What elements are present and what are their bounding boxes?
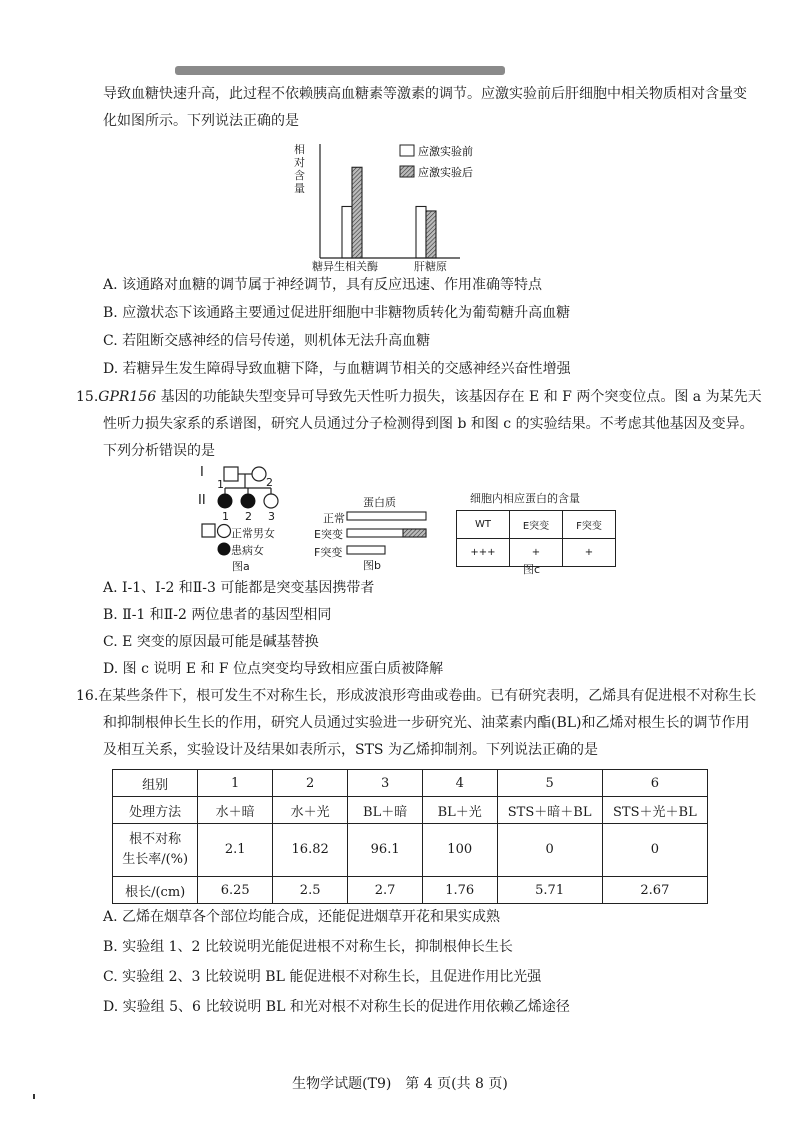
question-14-text-line-2: 化如图所示。下列说法正确的是: [103, 113, 299, 129]
q15-option-a: A. Ⅰ-1、Ⅰ-2 和Ⅱ-3 可能都是突变基因携带者: [103, 580, 375, 596]
table-cell: 2.5: [272, 877, 347, 904]
figure-b-title: 蛋白质: [363, 496, 396, 509]
normal-protein-bar: [347, 512, 426, 520]
legend-normal-male-symbol: [202, 524, 215, 537]
figure-c-caption: 图c: [523, 563, 541, 576]
generation-ii-label: II: [198, 493, 206, 508]
question-16-number: 16.: [76, 688, 99, 704]
table-cell: BL＋暗: [348, 797, 423, 824]
pedigree-i2-female: [252, 467, 266, 481]
table-cell: 6: [602, 770, 707, 797]
table-cell: 处理方法: [113, 797, 198, 824]
legend-affected-female-symbol: [218, 543, 231, 556]
legend-normal-label: 正常男女: [231, 527, 275, 540]
chart-category-2: 肝糖原: [414, 260, 447, 273]
bar-after-1: [352, 167, 362, 258]
experiment-table: [112, 769, 708, 904]
figure-c-value-f: +: [563, 539, 616, 567]
question-16-stem-line-2: 和抑制根伸长生长的作用，研究人员通过实验进一步研究光、油菜素内酯(BL)和乙烯对根生长的调节作用: [103, 715, 750, 731]
figure-c-title: 细胞内相应蛋白的含量: [470, 492, 580, 505]
legend-after-label: 应激实验后: [418, 166, 473, 179]
question-15-stem-line-1: [76, 387, 762, 407]
table-cell: 5: [497, 770, 602, 797]
q14-option-c: C. 若阻断交感神经的信号传递，则机体无法升高血糖: [103, 333, 431, 349]
bar-after-2: [426, 211, 436, 258]
q14-option-b: B. 应激状态下该通路主要通过促进肝细胞中非糖物质转化为葡萄糖升高血糖: [103, 305, 571, 321]
q14-option-d: D. 若糖异生发生障碍导致血糖下降，与血糖调节相关的交感神经兴奋性增强: [103, 361, 571, 377]
pedigree-i1-number: 1: [217, 478, 224, 491]
figure-c-header-wt: WT: [457, 511, 510, 539]
q16-option-b: B. 实验组 1、2 比较说明光能促进根不对称生长，抑制根伸长生长: [103, 939, 513, 955]
q14-bar-chart: [290, 136, 510, 276]
table-row-length: [113, 877, 708, 904]
table-row-group: [113, 770, 708, 797]
rate-label-line-2: 生长率/(%): [122, 852, 189, 867]
bar-before-1: [342, 206, 352, 258]
table-cell: 1.76: [422, 877, 497, 904]
question-16-stem-line-1: [76, 686, 756, 706]
table-cell: 0: [602, 824, 707, 877]
pedigree-i2-number: 2: [266, 476, 273, 489]
generation-i-label: I: [200, 465, 204, 480]
table-cell: BL＋光: [422, 797, 497, 824]
figure-b-protein-bars: [346, 510, 430, 560]
question-16-stem-text: 在某些条件下，根可发生不对称生长，形成波浪形弯曲或卷曲。已有研究表明，乙烯具有促进根不对称生长: [98, 688, 757, 704]
figure-c-value-wt: +++: [457, 539, 510, 567]
question-15-stem-line-3: 下列分析错误的是: [103, 443, 215, 459]
figure-c-table: [456, 510, 616, 567]
pedigree-ii2-affected-female: [241, 494, 255, 508]
figure-c-value-e: +: [510, 539, 563, 567]
gene-name: GPR156: [98, 389, 157, 405]
e-mutant-altered-segment: [403, 529, 426, 537]
table-cell: 1: [198, 770, 273, 797]
question-16-stem-line-3: 及相互关系，实验设计及结果如表所示，STS 为乙烯抑制剂。下列说法正确的是: [103, 742, 598, 758]
q16-option-a: A. 乙烯在烟草各个部位均能合成，还能促进烟草开花和果实成熟: [103, 909, 501, 925]
table-cell: 5.71: [497, 877, 602, 904]
f-mutant-truncated-bar: [347, 546, 385, 554]
legend-affected-label: 患病女: [231, 544, 264, 557]
figure-b-row-f-label: F突变: [314, 546, 343, 559]
pedigree-ii2-number: 2: [245, 510, 252, 523]
table-cell: STS＋暗＋BL: [497, 797, 602, 824]
table-cell: 2.7: [348, 877, 423, 904]
table-cell: 水＋光: [272, 797, 347, 824]
table-cell: 96.1: [348, 824, 423, 877]
table-row-method: [113, 797, 708, 824]
figure-b-caption: 图b: [363, 559, 381, 572]
table-cell: [113, 824, 198, 877]
question-15-stem-line-2: 性听力损失家系的系谱图，研究人员通过分子检测得到图 b 和图 c 的实验结果。不考虑其他基因及变异。: [103, 416, 754, 432]
table-cell: STS＋光＋BL: [602, 797, 707, 824]
table-cell: 2.1: [198, 824, 273, 877]
pedigree-ii3-female: [264, 494, 278, 508]
q15-option-c: C. E 突变的原因最可能是碱基替换: [103, 634, 319, 650]
table-cell: 100: [422, 824, 497, 877]
q16-option-c: C. 实验组 2、3 比较说明 BL 能促进根不对称生长，且促进作用比光强: [103, 969, 542, 985]
q15-option-b: B. Ⅱ-1 和Ⅱ-2 两位患者的基因型相同: [103, 607, 332, 623]
table-cell: 3: [348, 770, 423, 797]
table-cell: 根长/(cm): [113, 877, 198, 904]
cut-off-text-line: [175, 66, 505, 75]
scan-speck: [33, 1094, 35, 1099]
chart-y-label: 相对含量: [294, 143, 305, 195]
pedigree-i1-male: [224, 467, 238, 481]
legend-normal-female-symbol: [218, 525, 231, 538]
q14-option-a: A. 该通路对血糖的调节属于神经调节，具有反应迅速、作用准确等特点: [103, 277, 543, 293]
pedigree-ii1-number: 1: [222, 510, 229, 523]
bar-before-2: [416, 206, 426, 258]
page-footer: 生物学试题(T9) 第 4 页(共 8 页): [292, 1076, 508, 1092]
figure-a-caption: 图a: [232, 560, 250, 573]
question-15-stem-rest: 基因的功能缺失型变异可导致先天性听力损失，该基因存在 E 和 F 两个突变位点。图 a 为某先天: [160, 389, 762, 405]
figure-c-header-e: E突变: [510, 511, 563, 539]
figure-b-row-e-label: E突变: [314, 528, 343, 541]
table-cell: 水＋暗: [198, 797, 273, 824]
legend-before-swatch: [400, 145, 414, 156]
figure-b-row-normal-label: 正常: [323, 512, 345, 525]
question-15-number: 15.: [76, 389, 99, 405]
question-14-text-line-1: 导致血糖快速升高，此过程不依赖胰高血糖素等激素的调节。应激实验前后肝细胞中相关物质相对含量变: [103, 86, 747, 102]
legend-before-label: 应激实验前: [418, 145, 473, 158]
figure-c-header-f: F突变: [563, 511, 616, 539]
chart-category-1: 糖异生相关酶: [312, 260, 378, 273]
q15-option-d: D. 图 c 说明 E 和 F 位点突变均导致相应蛋白质被降解: [103, 661, 444, 677]
rate-label-line-1: 根不对称: [129, 832, 182, 847]
legend-after-swatch: [400, 166, 414, 177]
table-cell: 0: [497, 824, 602, 877]
table-cell: 16.82: [272, 824, 347, 877]
table-cell: 2.67: [602, 877, 707, 904]
table-cell: 4: [422, 770, 497, 797]
pedigree-ii3-number: 3: [268, 510, 275, 523]
pedigree-ii1-affected-female: [218, 494, 232, 508]
table-row-rate: [113, 824, 708, 877]
table-cell: 2: [272, 770, 347, 797]
table-cell: 6.25: [198, 877, 273, 904]
table-cell: 组别: [113, 770, 198, 797]
q16-option-d: D. 实验组 5、6 比较说明 BL 和光对根不对称生长的促进作用依赖乙烯途径: [103, 999, 570, 1015]
